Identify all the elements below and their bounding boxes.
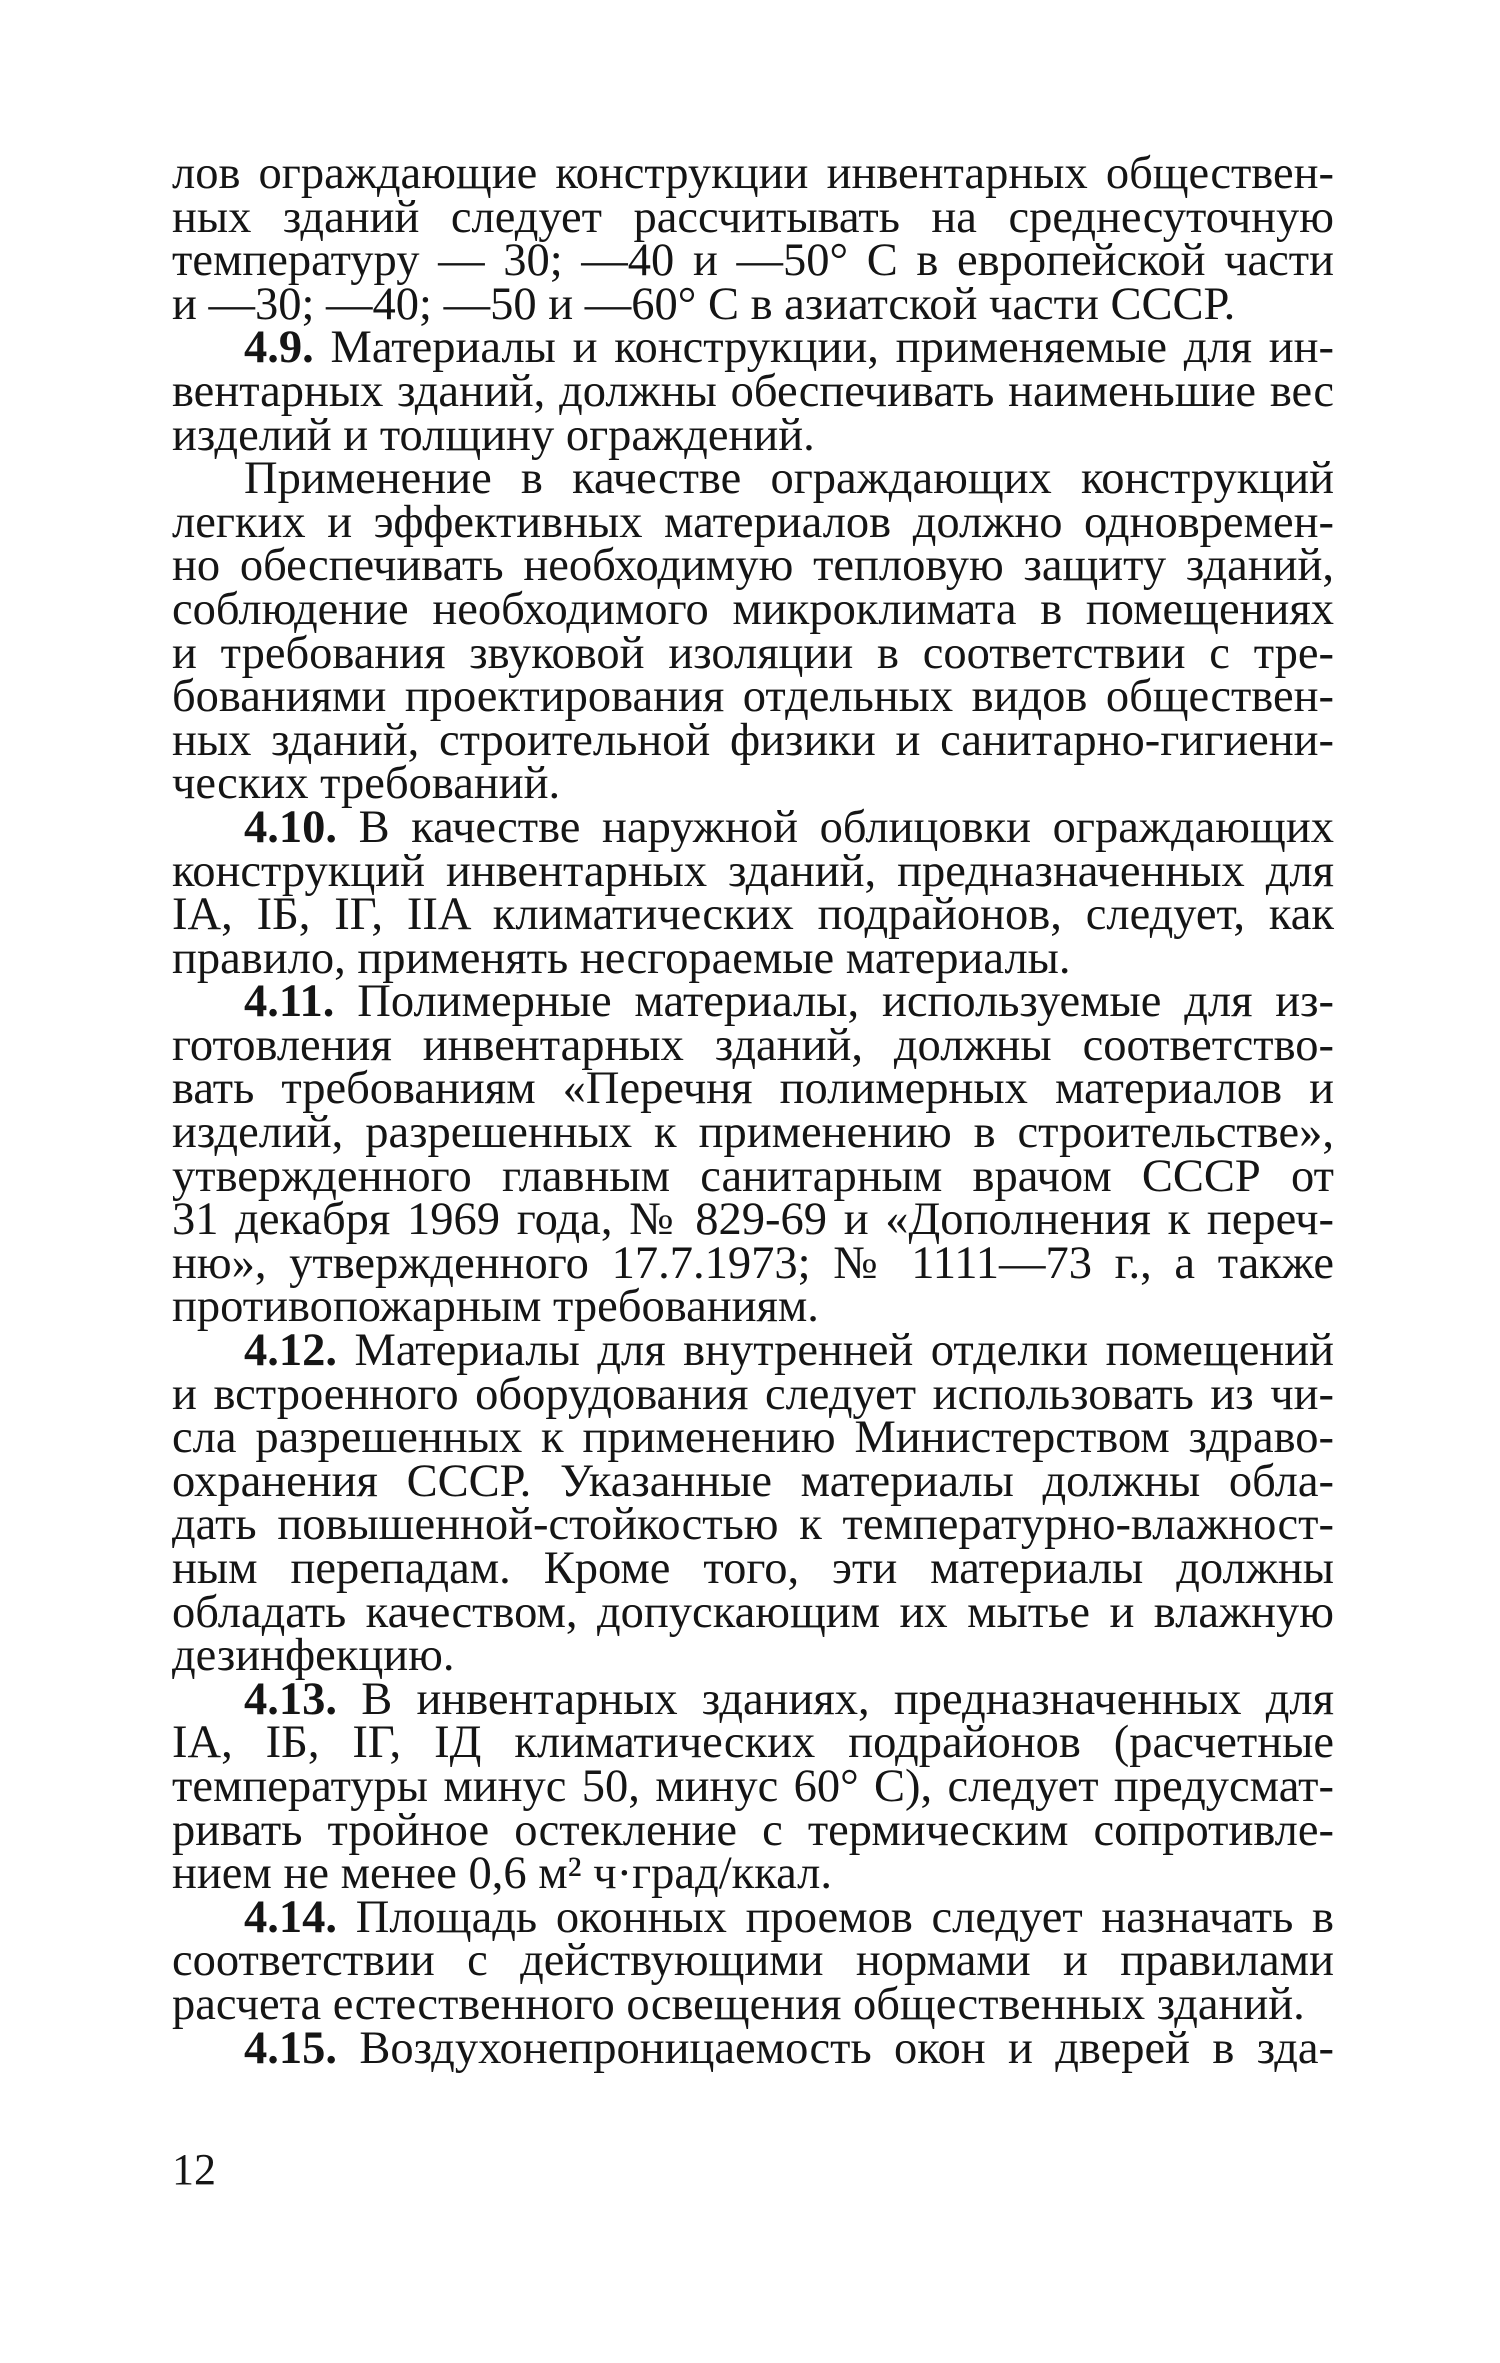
text-line [172,278,1334,330]
text-line [172,409,1334,461]
text-line [172,801,1334,853]
text-line [172,671,1334,723]
line-text: Применение в качестве ограждающих конструкций [244,453,1334,505]
paragraph [172,322,1335,461]
line-text: охранения СССР. Указанные материалы должны обла- [172,1455,1334,1507]
line-text: обладать качеством, допускающим их мытье и влажную [172,1586,1334,1638]
line-text: температуры минус 50, минус 60° С), следует предусмат- [172,1760,1334,1812]
text-line [172,496,1334,548]
paragraph [172,453,1334,810]
line-text: изделий, разрешенных к применению в строительстве», [172,1107,1334,1159]
line-text: соблюдение необходимого микроклимата в помещениях [172,583,1334,635]
text-line [172,148,1334,199]
line-text: правило, применять несгораемые материалы. [172,932,1071,984]
text-line [172,889,1334,941]
line-text: 31 декабря 1969 года, № 829-69 и «Дополнения к переч- [172,1194,1334,1246]
clause-number: 4.14. [244,1891,337,1943]
line-text: ню», утвержденного 17.7.1973; № 1111—73 г., а также [172,1237,1334,1289]
text-line [172,1673,1334,1725]
text-line [172,1804,1334,1856]
paragraph [172,976,1334,1333]
text-line [172,1543,1334,1594]
text-line [172,453,1334,505]
text-line [172,1194,1334,1246]
text-line [172,627,1334,679]
line-text: IA, IБ, IГ, IIA климатических подрайонов, следует, как [172,889,1334,941]
line-text: Материалы для внутренней отделки помещений [354,1325,1334,1377]
line-text: но обеспечивать необходимую тепловую защиту зданий, [172,540,1334,592]
text-line [172,714,1334,766]
clause-number: 4.10. [244,801,337,853]
line-text: дезинфекцию. [172,1630,455,1682]
paragraph [172,148,1334,330]
text-line [172,1586,1334,1638]
text-line [172,1150,1334,1202]
line-text: ным перепадам. Кроме того, эти материалы должны [172,1543,1334,1594]
text-line [172,1717,1334,1769]
text-line [172,1848,1334,1900]
text-line [172,1325,1334,1377]
line-text: температуру — 30; —40 и —50° С в европейской части [172,235,1334,287]
text-line [172,1107,1334,1159]
text-line [172,976,1334,1028]
paragraph [172,1891,1335,2030]
clause-number: 4.12. [244,1325,337,1377]
line-text: ных зданий следует рассчитывать на среднесуточную [172,191,1334,243]
line-text: легких и эффективных материалов должно одновремен- [172,496,1334,548]
clause-number: 4.11. [244,976,335,1028]
line-text: нием не менее 0,6 м² ч·град/ккал. [172,1848,832,1900]
text-line [172,1019,1334,1071]
line-text: ривать тройное остекление с термическим сопротивле- [172,1804,1334,1856]
clause-number: 4.9. [244,322,314,374]
line-text: и встроенного оборудования следует использовать из чи- [172,1368,1334,1420]
line-text: расчета естественного освещения общественных зданий. [172,1978,1305,2030]
line-text: вать требованиям «Перечня полимерных материалов и [172,1063,1334,1115]
clause-number: 4.15. [244,2022,337,2074]
line-text: В качестве наружной облицовки ограждающих [358,801,1334,853]
line-text: изделий и толщину ограждений. [172,409,815,461]
line-text: противопожарным требованиям. [172,1281,819,1333]
paragraph [172,801,1334,984]
line-text: Площадь оконных проемов следует назначать в [355,1891,1335,1943]
line-text: сла разрешенных к применению Министерством здраво- [172,1412,1334,1464]
line-text: и —30; —40; —50 и —60° С в азиатской части СССР. [172,278,1236,330]
line-text: Материалы и конструкции, применяемые для ин- [330,322,1335,374]
text-line [172,322,1335,374]
text-line [172,583,1334,635]
paragraph [172,2022,1335,2074]
line-text: ческих требований. [172,758,561,810]
text-line [172,1368,1334,1420]
text-line [172,191,1334,243]
line-text: лов ограждающие конструкции инвентарных обществен- [172,148,1334,199]
line-text: и требования звуковой изоляции в соответствии с тре- [172,627,1334,679]
line-text: дать повышенной-стойкостью к температурно-влажност- [172,1499,1334,1551]
text-line [172,1063,1334,1115]
line-text: Полимерные материалы, используемые для из- [357,976,1334,1028]
text-line [172,1935,1334,1987]
text-line [172,2022,1335,2074]
line-text: IA, IБ, IГ, IД климатических подрайонов (расчетные [172,1717,1334,1769]
text-line [172,845,1334,897]
text-line [172,1891,1335,1943]
text-line [172,1237,1334,1289]
text-line [172,1630,1334,1682]
text-line [172,1412,1334,1464]
clause-number: 4.13. [244,1673,337,1725]
line-text: готовления инвентарных зданий, должны соответство- [172,1019,1334,1071]
line-text: вентарных зданий, должны обеспечивать наименьшие вес [172,365,1334,417]
line-text: конструкций инвентарных зданий, предназначенных для [172,845,1334,897]
text-line [172,758,1334,810]
line-text: утвержденного главным санитарным врачом СССР от [172,1150,1334,1202]
text-line [172,365,1334,417]
line-text: соответствии с действующими нормами и правилами [172,1935,1334,1987]
line-text: ных зданий, строительной физики и санитарно-гигиени- [172,714,1334,766]
line-text: бованиями проектирования отдельных видов обществен- [172,671,1334,723]
text-line [172,1281,1334,1333]
paragraph [172,1673,1334,1900]
page-number: 12 [172,2145,216,2194]
text-line [172,235,1334,287]
text-line [172,540,1334,592]
paragraph [172,1325,1334,1682]
text-line [172,1978,1334,2030]
text-line [172,1499,1334,1551]
text-line [172,1760,1334,1812]
text-line [172,1455,1334,1507]
body-text [172,148,1335,2074]
line-text: В инвентарных зданиях, предназначенных для [361,1673,1334,1725]
text-line [172,932,1334,984]
line-text: Воздухонепроницаемость окон и дверей в зда- [359,2022,1335,2074]
